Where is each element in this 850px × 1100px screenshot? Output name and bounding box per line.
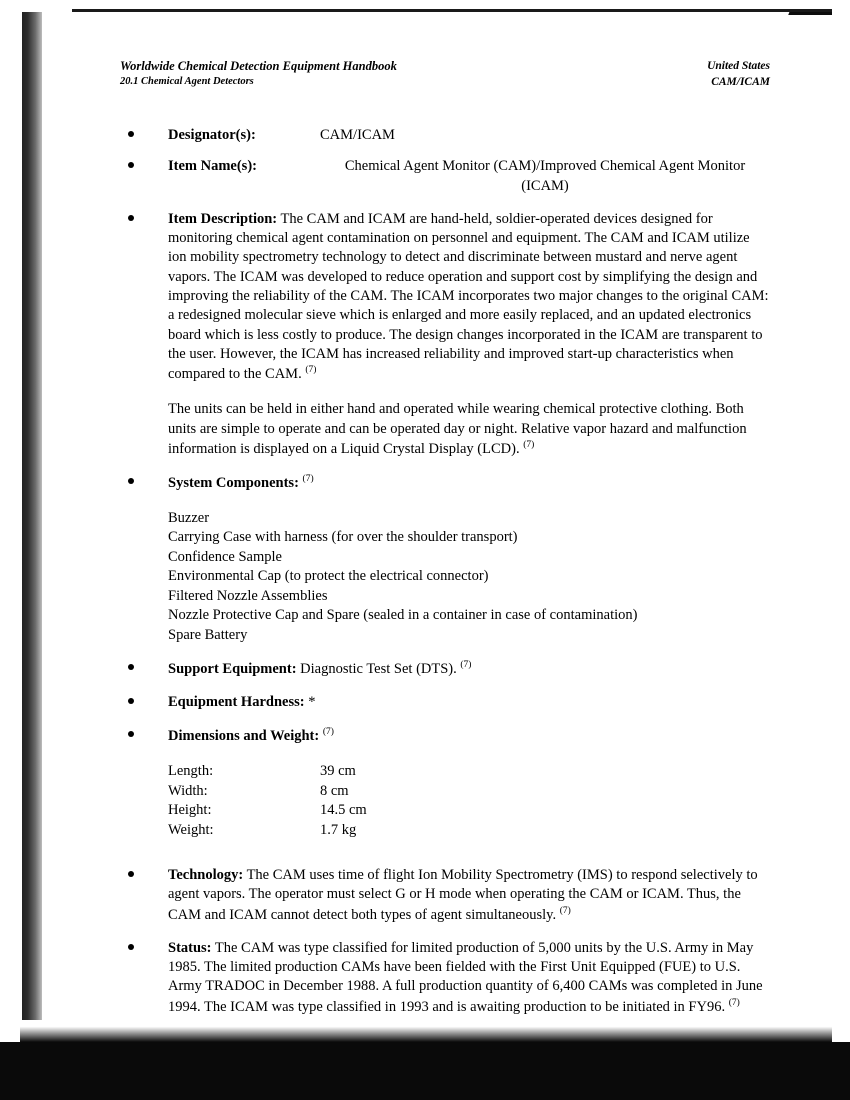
scan-bottom-edge-artifact [0, 1042, 850, 1100]
running-head-right [707, 58, 770, 90]
running-head [120, 58, 770, 90]
country-label: United States [707, 60, 770, 72]
page-content [120, 58, 770, 1059]
bullet-icon [128, 162, 134, 168]
list-item: Buzzer [168, 510, 210, 527]
dimension-key: Weight: [168, 821, 214, 838]
status-paragraph [168, 939, 770, 1017]
table-row [168, 801, 770, 820]
technology-label: Technology: [168, 867, 244, 884]
item-description-text-1: The CAM and ICAM are hand-held, soldier-operated devices designed for monitoring chemical agent contamination on personnel and equipment. The CAM and ICAM utilize ion mobility spectrometry technology to detect and discriminate between mustard and nerve agent vapors. The ICAM was developed to reduce operation and support cost by simplifying the design and improving the reliability of the CAM. The ICAM incorporates two major changes to the original CAM: a redesigned molecular sieve which is enlarged and more easily replaced, and an updated electronics board which is less costly to produce. The design changes incorporated in the ICAM are transparent to the user. However, the ICAM has increased reliability and improved start-up characteristics when compared to the CAM. [168, 210, 769, 382]
item-code-label: CAM/ICAM [711, 75, 770, 88]
status-text: The CAM was type classified for limited production of 5,000 units by the U.S. Army in May 1985. The limited production CAMs have been fielded with the First Unit Equipped (FUE) to U.S. Army TRADOC in December 1988. A full production quantity of 6,400 CAMs was completed in June 1994. The ICAM was type classified in 1993 and is awaiting production to be initiated in FY96. [168, 939, 763, 1015]
running-head-left [120, 58, 397, 89]
dimension-value: 14.5 cm [320, 802, 367, 819]
bullet-icon [128, 478, 134, 484]
reference-marker: (7) [305, 365, 317, 376]
reference-marker: (7) [460, 659, 472, 670]
item-name-line1: Chemical Agent Monitor (CAM)/Improved Chemical Agent Monitor [344, 158, 746, 175]
reference-marker: (7) [322, 727, 334, 738]
scan-right-margin [832, 0, 850, 1100]
entry-support-equipment [120, 659, 770, 679]
designator-label: Designator(s): [168, 127, 256, 144]
item-name-value [320, 157, 770, 196]
entry-technology [120, 866, 770, 925]
table-row [168, 782, 770, 801]
item-name-line2: (ICAM) [521, 177, 569, 194]
item-description-text-2: The units can be held in either hand and operated while wearing chemical protective clothing. Both units are simple to operate and can be operated day or night. Relative vapor hazard and malfunction information is displayed on a Liquid Crystal Display (LCD). [168, 401, 747, 457]
dimension-key: Height: [168, 802, 212, 819]
equipment-hardness-label: Equipment Hardness: [168, 694, 305, 711]
dimension-value: 1.7 kg [320, 821, 357, 838]
item-name-label: Item Name(s): [168, 158, 257, 175]
table-row [168, 821, 770, 840]
item-description-label: Item Description: [168, 210, 278, 227]
scan-left-edge-artifact [20, 12, 42, 1032]
entry-status [120, 939, 770, 1017]
list-item: Nozzle Protective Cap and Spare (sealed in a container in case of contamination) [168, 607, 638, 624]
bullet-icon [128, 731, 134, 737]
reference-marker: (7) [302, 473, 314, 484]
technology-text: The CAM uses time of flight Ion Mobility Spectrometry (IMS) to respond selectively to agent vapors. The operator must select G or H mode when operating the CAM or ICAM. Thus, the CAM and ICAM cannot detect both types of agent simultaneously. [168, 867, 758, 923]
dimension-key: Width: [168, 782, 208, 799]
bullet-icon [128, 131, 134, 137]
list-item: Carrying Case with harness (for over the shoulder transport) [168, 529, 518, 546]
support-equipment-line [168, 659, 770, 679]
dimension-key: Length: [168, 763, 214, 780]
list-item: Filtered Nozzle Assemblies [168, 587, 328, 604]
equipment-hardness-value: * [308, 694, 316, 711]
entry-equipment-hardness [120, 693, 770, 712]
support-equipment-value: Diagnostic Test Set (DTS). [300, 660, 457, 677]
system-components-label: System Components: [168, 474, 299, 491]
scan-top-edge-artifact [72, 9, 832, 12]
scan-left-margin [0, 0, 22, 1100]
dimensions-table [120, 762, 770, 840]
dimension-value: 39 cm [320, 763, 356, 780]
bullet-icon [128, 215, 134, 221]
list-item: Environmental Cap (to protect the electrical connector) [168, 568, 489, 585]
status-label: Status: [168, 939, 212, 956]
handbook-title: Worldwide Chemical Detection Equipment Handbook [120, 59, 397, 73]
dimension-value: 8 cm [320, 782, 349, 799]
table-row [168, 762, 770, 781]
bullet-icon [128, 871, 134, 877]
designator-value: CAM/ICAM [320, 127, 395, 144]
technology-paragraph [168, 866, 770, 925]
entry-item-description [120, 210, 770, 459]
item-description-paragraph-1 [168, 210, 770, 384]
bullet-icon [128, 664, 134, 670]
scan-bottom-shadow [20, 1020, 832, 1042]
system-components-list [120, 509, 770, 645]
dimensions-heading [168, 726, 770, 746]
list-item: Confidence Sample [168, 548, 282, 565]
entry-item-name [120, 157, 770, 196]
list-item: Spare Battery [168, 626, 248, 643]
reference-marker: (7) [559, 905, 571, 916]
item-description-paragraph-2 [168, 400, 770, 459]
entry-designator [120, 126, 770, 145]
reference-marker: (7) [728, 997, 740, 1008]
reference-marker: (7) [523, 439, 535, 450]
entry-dimensions-and-weight [120, 726, 770, 746]
dimensions-label: Dimensions and Weight: [168, 728, 320, 745]
bullet-icon [128, 944, 134, 950]
handbook-section: 20.1 Chemical Agent Detectors [120, 75, 254, 87]
equipment-hardness-line [168, 693, 770, 712]
entry-system-components [120, 473, 770, 493]
support-equipment-label: Support Equipment: [168, 660, 297, 677]
system-components-heading [168, 473, 770, 493]
bullet-icon [128, 698, 134, 704]
